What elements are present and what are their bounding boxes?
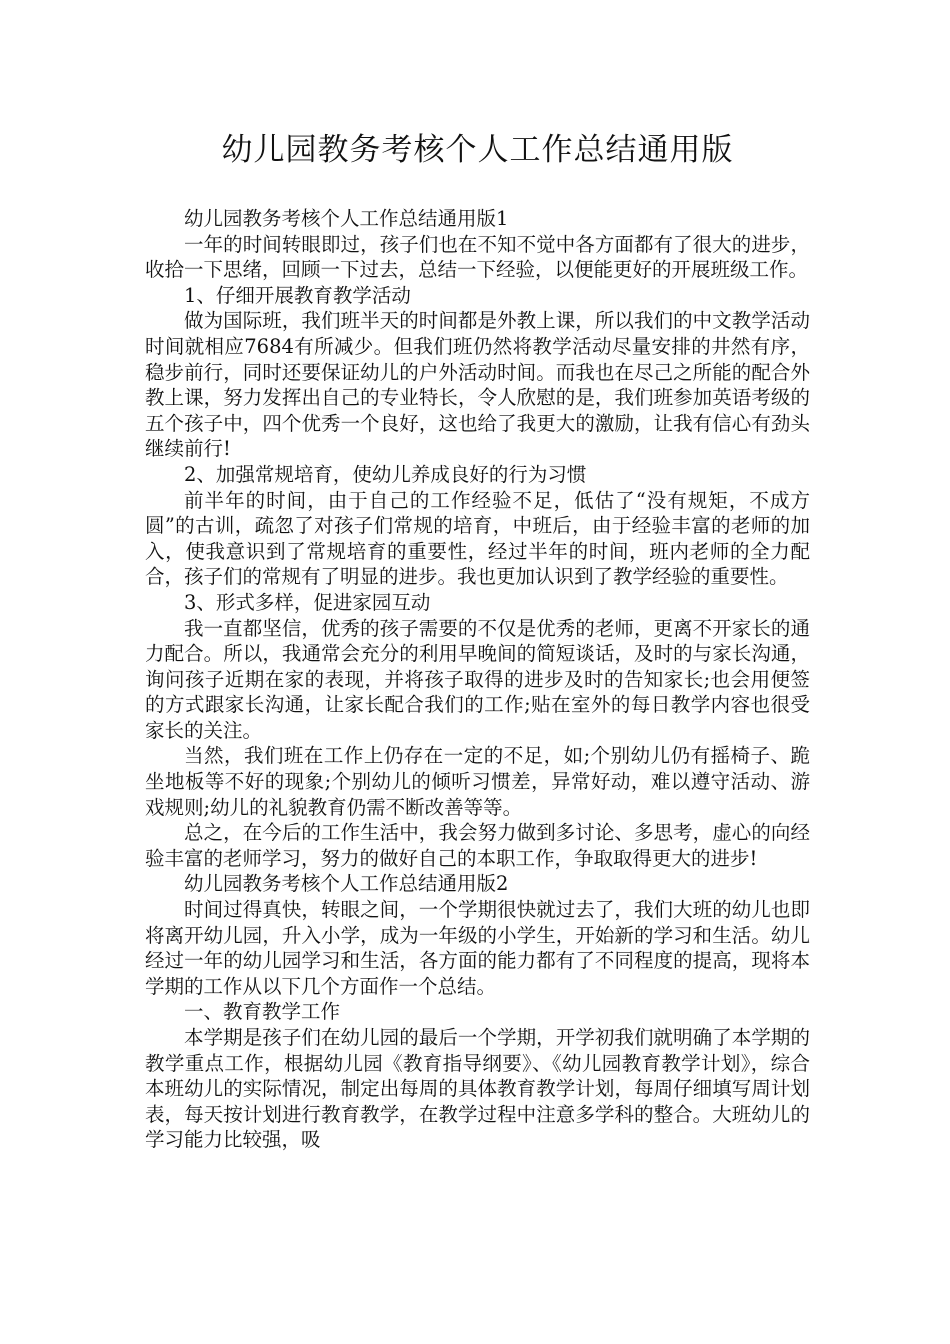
- document-title: 幼儿园教务考核个人工作总结通用版: [221, 132, 734, 168]
- subsection-heading: 1、仔细开展教育教学活动: [184, 283, 411, 307]
- paragraph: 时间过得真快，转眼之间，一个学期很快就过去了，我们大班的幼儿也即将离开幼儿园，升入小学，成为一年级的小学生，开始新的学习和生活。幼儿经过一年的幼儿园学习和生活，各方面的能力都有了不同程度的提高，现将本学期的工作从以下几个方面作一个总结。: [145, 898, 810, 998]
- subsection-heading: 2、加强常规培育，使幼儿养成良好的行为习惯: [184, 462, 587, 486]
- paragraph: 本学期是孩子们在幼儿园的最后一个学期，开学初我们就明确了本学期的教学重点工作，根据幼儿园《教育指导纲要》、《幼儿园教育教学计划》，综合本班幼儿的实际情况，制定出每周的具体教育教学计划，每周仔细填写周计划表，每天按计划进行教育教学，在教学过程中注意多学科的整合。大班幼儿的学习能力比较强，吸: [145, 1026, 810, 1152]
- paragraph: 我一直都坚信，优秀的孩子需要的不仅是优秀的老师，更离不开家长的通力配合。所以，我通常会充分的利用早晚间的简短谈话，及时的与家长沟通，询问孩子近期在家的表现，并将孩子取得的进步及时的告知家长;也会用便签的方式跟家长沟通，让家长配合我们的工作;贴在室外的每日教学内容也很受家长的关注。: [145, 616, 810, 742]
- paragraph: 做为国际班，我们班半天的时间都是外教上课，所以我们的中文教学活动时间就相应7684有所减少。但我们班仍然将教学活动尽量安排的井然有序，稳步前行，同时还要保证幼儿的户外活动时间。而我也在尽己之所能的配合外教上课，努力发挥出自己的专业特长，令人欣慰的是，我们班参加英语考级的五个孩子中，四个优秀一个良好，这也给了我更大的激励，让我有信心有劲头继续前行!: [145, 309, 810, 461]
- section-heading-1: 幼儿园教务考核个人工作总结通用版1: [184, 207, 509, 230]
- subsection-heading: 一、教育教学工作: [184, 1000, 341, 1024]
- paragraph: 当然，我们班在工作上仍存在一定的不足，如;个别幼儿仍有摇椅子、跪坐地板等不好的现象;个别幼儿的倾听习惯差，异常好动，难以遵守活动、游戏规则;幼儿的礼貌教育仍需不断改善等等。: [145, 744, 810, 819]
- section-heading-2: 幼儿园教务考核个人工作总结通用版2: [184, 872, 509, 896]
- paragraph: 一年的时间转眼即过，孩子们也在不知不觉中各方面都有了很大的进步，收拾一下思绪，回顾一下过去，总结一下经验，以便能更好的开展班级工作。: [145, 232, 810, 282]
- subsection-heading: 3、形式多样，促进家园互动: [184, 590, 431, 614]
- paragraph: 前半年的时间，由于自己的工作经验不足，低估了“没有规矩，不成方圆”的古训，疏忽了对孩子们常规的培育，中班后，由于经验丰富的老师的加入，使我意识到了常规培育的重要性，经过半年的时间，班内老师的全力配合，孩子们的常规有了明显的进步。我也更加认识到了教学经验的重要性。: [145, 488, 810, 589]
- paragraph: 总之，在今后的工作生活中，我会努力做到多讨论、多思考，虚心的向经验丰富的老师学习，努力的做好自己的本职工作，争取取得更大的进步!: [145, 821, 810, 870]
- document-body: [145, 206, 810, 1153]
